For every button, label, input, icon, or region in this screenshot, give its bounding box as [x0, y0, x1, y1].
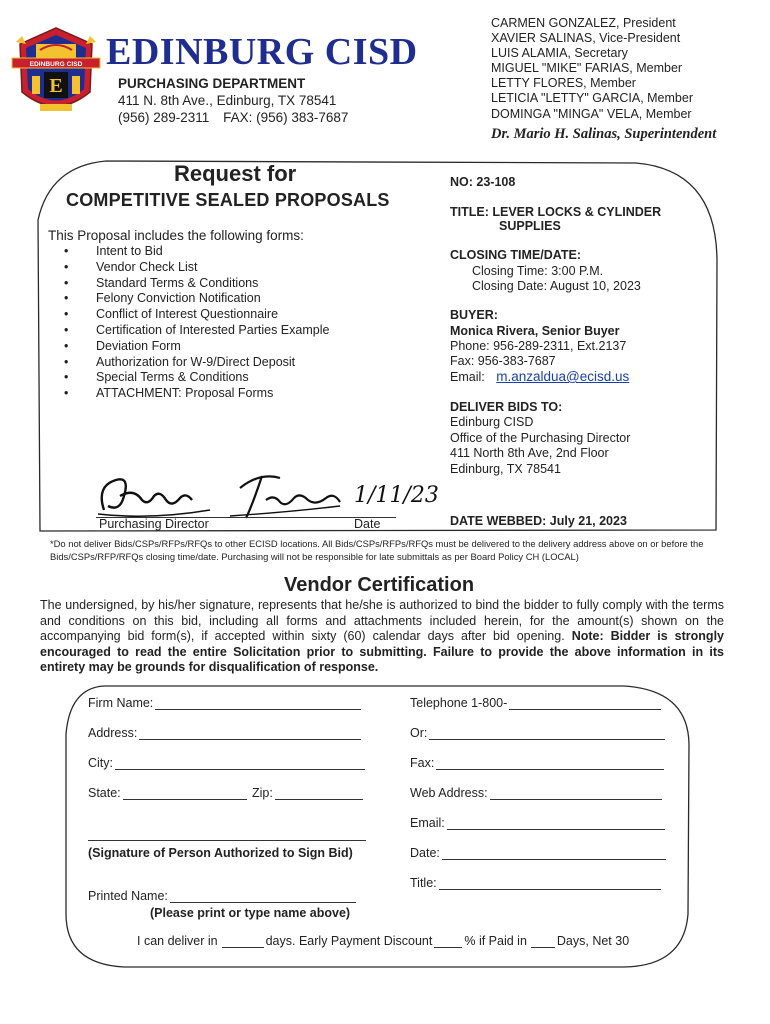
zip-field[interactable] — [252, 786, 363, 800]
vendor-certification-body — [40, 598, 724, 676]
signature-field-line[interactable] — [88, 840, 366, 841]
rfp-subtitle: COMPETITIVE SEALED PROPOSALS — [66, 190, 390, 210]
superintendent: Dr. Mario H. Salinas, Superintendent — [491, 126, 717, 142]
certification-text: The undersigned, by his/her signature, represents that he/she is authorized to bind the bidder to fully comply with the terms and conditions on this bid, including all forms and attachments included herein, for the amount(s) shown on the accompanying bid form(s), if accepted within sixty (60) calendar days after bid opening. — [40, 598, 724, 643]
paid-in-days-blank[interactable] — [531, 937, 555, 948]
department-phone: (956) 289-2311 — [118, 110, 210, 125]
deliver-text-2: days. Early Payment Discount — [265, 934, 433, 948]
board-member: LETICIA "LETTY" GARCIA, Member — [491, 91, 693, 106]
board-members — [491, 16, 693, 122]
buyer-email-row — [450, 369, 629, 384]
deliver-text-3: % if Paid in — [464, 934, 527, 948]
telephone-label: Telephone 1-800- — [410, 696, 508, 710]
buyer-fax: Fax: 956-383-7687 — [450, 354, 556, 368]
zip-label: Zip: — [252, 786, 273, 800]
rfp-title-line-2: SUPPLIES — [499, 219, 561, 233]
date-label: Date: — [410, 846, 440, 860]
address-field[interactable] — [88, 726, 361, 740]
delivery-note: *Do not deliver Bids/CSPs/RFPs/RFQs to other ECISD locations. All Bids/CSPs/RFPs/RFQs must be delivered to the delivery address above on or before the Bids/CSPs/RFP/RFQs closing time/date. Purchasing will not be responsible for late submittals as per Board Policy CH (LOCAL) — [50, 538, 704, 562]
alt-phone-field[interactable] — [410, 726, 665, 740]
deliver-address-line: Office of the Purchasing Director — [450, 430, 631, 445]
telephone-field[interactable] — [410, 696, 661, 710]
board-member: LUIS ALAMIA, Secretary — [491, 46, 628, 61]
board-member: MIGUEL "MIKE" FARIAS, Member — [491, 61, 683, 76]
list-item: • Conflict of Interest Questionnaire — [62, 307, 329, 323]
email-label: Email: — [410, 816, 445, 830]
signature-caption: (Signature of Person Authorized to Sign Bid) — [88, 846, 353, 860]
department-name: PURCHASING DEPARTMENT — [118, 76, 306, 91]
buyer-email-link[interactable]: m.anzaldua@ecisd.us — [496, 369, 630, 384]
board-member: LETTY FLORES, Member — [491, 76, 636, 91]
rfp-title-line-1: TITLE: LEVER LOCKS & CYLINDER — [450, 205, 662, 219]
list-item: • Standard Terms & Conditions — [62, 276, 329, 292]
forms-list — [62, 244, 329, 402]
city-field[interactable] — [88, 756, 365, 770]
director-signature — [90, 466, 439, 522]
firm-name-label: Firm Name: — [88, 696, 154, 710]
board-member: CARMEN GONZALEZ, President — [491, 16, 676, 30]
list-item: • Deviation Form — [62, 339, 329, 355]
fax-label: Fax: — [410, 756, 435, 770]
alt-phone-label: Or: — [410, 726, 428, 740]
web-address-label: Web Address: — [410, 786, 488, 800]
state-label: State: — [88, 786, 121, 800]
state-field[interactable] — [88, 786, 247, 800]
department-fax: FAX: (956) 383-7687 — [223, 110, 349, 125]
deliver-text-4: Days, Net 30 — [556, 934, 630, 948]
deliver-address-line: Edinburg CISD — [450, 415, 534, 429]
list-item: • Intent to Bid — [62, 244, 329, 260]
deliver-address-line: 411 North 8th Ave, 2nd Floor — [450, 446, 609, 460]
buyer-email-label: Email: — [450, 370, 485, 384]
list-item: • ATTACHMENT: Proposal Forms — [62, 386, 329, 402]
list-item: • Certification of Interested Parties Example — [62, 323, 329, 339]
buyer-name: Monica Rivera, Senior Buyer — [450, 324, 620, 338]
board-member: DOMINGA "MINGA" VELA, Member — [491, 106, 692, 121]
list-item: • Authorization for W-9/Direct Deposit — [62, 355, 329, 371]
handwritten-date: 1/11/23 — [354, 483, 439, 508]
email-field[interactable] — [410, 816, 665, 830]
closing-date: Closing Date: August 10, 2023 — [472, 279, 641, 293]
title-field[interactable] — [410, 876, 661, 890]
rfp-number: NO: 23-108 — [450, 175, 516, 189]
purchasing-director-label: Purchasing Director — [99, 517, 209, 531]
city-label: City: — [88, 756, 113, 770]
deliver-bids-label: DELIVER BIDS TO: — [450, 400, 563, 414]
firm-name-field[interactable] — [88, 696, 361, 710]
address-label: Address: — [88, 726, 138, 740]
delivery-days-blank[interactable] — [222, 937, 264, 948]
board-member: XAVIER SALINAS, Vice-President — [491, 31, 681, 46]
title-label: Title: — [410, 876, 437, 890]
logo-banner-text: EDINBURG CISD — [29, 61, 83, 68]
list-item: • Special Terms & Conditions — [62, 370, 329, 386]
district-name: EDINBURG CISD — [106, 31, 418, 73]
printed-name-field[interactable] — [88, 889, 356, 903]
vendor-certification-title: Vendor Certification — [284, 574, 475, 596]
date-webbed: DATE WEBBED: July 21, 2023 — [450, 514, 627, 528]
deliver-text-1: I can deliver in — [137, 934, 218, 948]
fax-field[interactable] — [410, 756, 664, 770]
closing-label: CLOSING TIME/DATE: — [450, 248, 582, 262]
svg-text:E: E — [49, 75, 63, 97]
signature-date-label: Date — [354, 517, 381, 531]
list-item: • Vendor Check List — [62, 260, 329, 276]
delivery-terms — [137, 934, 629, 948]
deliver-address-line: Edinburg, TX 78541 — [450, 461, 561, 476]
web-address-field[interactable] — [410, 786, 662, 800]
certification-note: Note: Bidder is strongly encouraged to read the entire Solicitation prior to submitting. Failure to provide the above information in its entirety may be grounds for disqualification of response. — [40, 629, 724, 674]
department-address: 411 N. 8th Ave., Edinburg, TX 78541 — [118, 93, 337, 108]
buyer-phone: Phone: 956-289-2311, Ext.2137 — [450, 339, 627, 353]
print-caption: (Please print or type name above) — [150, 906, 351, 920]
printed-name-label: Printed Name: — [88, 889, 168, 903]
date-field[interactable] — [410, 846, 666, 860]
list-item: • Felony Conviction Notification — [62, 291, 329, 307]
rfp-title: Request for — [174, 161, 297, 186]
deliver-address — [450, 415, 630, 477]
buyer-label: BUYER: — [450, 308, 498, 322]
district-crest-logo — [10, 22, 102, 122]
closing-time: Closing Time: 3:00 P.M. — [472, 264, 604, 278]
forms-intro: This Proposal includes the following forms: — [48, 228, 304, 243]
department-phone-fax — [118, 110, 358, 125]
discount-percent-blank[interactable] — [434, 937, 462, 948]
